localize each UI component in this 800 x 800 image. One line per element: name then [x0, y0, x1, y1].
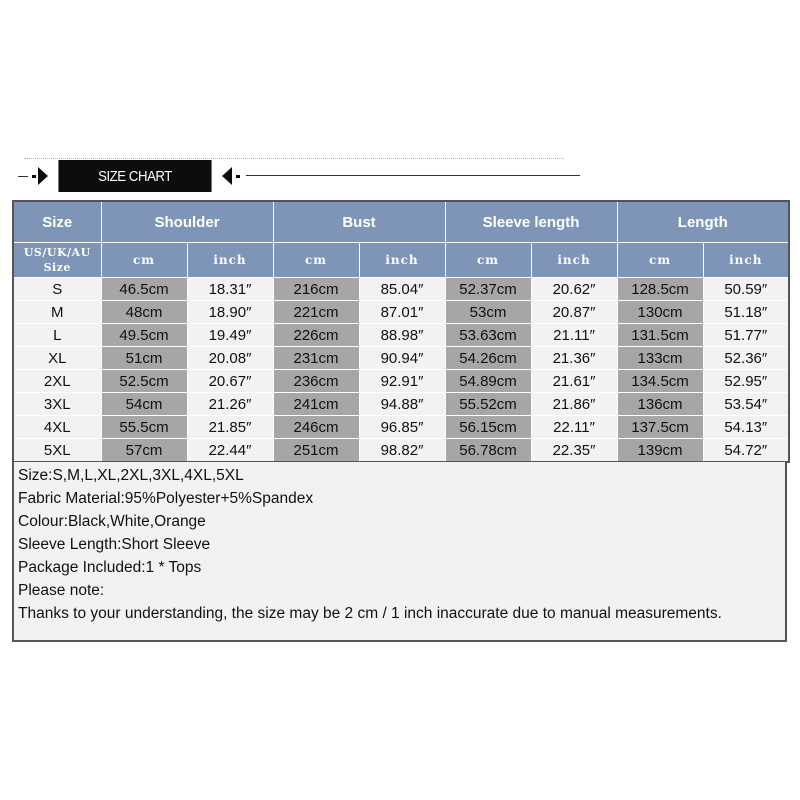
- measurement-cell: 53cm: [445, 301, 531, 324]
- table-row: [13, 324, 789, 347]
- unit-label: inch: [359, 243, 445, 278]
- unit-label: cm: [445, 243, 531, 278]
- measurement-cell: 134.5cm: [617, 370, 703, 393]
- measurement-cell: 128.5cm: [617, 278, 703, 301]
- measurement-cell: 52.36″: [703, 347, 789, 370]
- measurement-cell: 20.62″: [531, 278, 617, 301]
- size-cell: 4XL: [13, 416, 101, 439]
- measurement-cell: 20.67″: [187, 370, 273, 393]
- sleeve-length-header: Sleeve length: [445, 201, 617, 243]
- size-cell: XL: [13, 347, 101, 370]
- measurement-cell: 53.63cm: [445, 324, 531, 347]
- measurement-cell: 131.5cm: [617, 324, 703, 347]
- measurement-cell: 87.01″: [359, 301, 445, 324]
- measurement-cell: 51.77″: [703, 324, 789, 347]
- table-row: [13, 278, 789, 301]
- measurement-cell: 88.98″: [359, 324, 445, 347]
- length-header: Length: [617, 201, 789, 243]
- measurement-cell: 96.85″: [359, 416, 445, 439]
- left-notch-shape: [38, 167, 48, 185]
- measurement-cell: 92.91″: [359, 370, 445, 393]
- shoulder-header: Shoulder: [101, 201, 273, 243]
- right-notch-shape: [222, 167, 232, 185]
- measurement-cell: 139cm: [617, 439, 703, 463]
- measurement-cell: 231cm: [273, 347, 359, 370]
- measurement-cell: 18.31″: [187, 278, 273, 301]
- measurement-cell: 56.78cm: [445, 439, 531, 463]
- measurement-cell: 241cm: [273, 393, 359, 416]
- size-cell: M: [13, 301, 101, 324]
- measurement-cell: 18.90″: [187, 301, 273, 324]
- description-line: Fabric Material:95%Polyester+5%Spandex: [18, 490, 314, 507]
- measurement-cell: 54.89cm: [445, 370, 531, 393]
- measurement-cell: 56.15cm: [445, 416, 531, 439]
- measurement-cell: 133cm: [617, 347, 703, 370]
- measurement-cell: 21.36″: [531, 347, 617, 370]
- measurement-cell: 130cm: [617, 301, 703, 324]
- measurement-cell: 90.94″: [359, 347, 445, 370]
- group-header-row: [13, 201, 789, 243]
- unit-label: cm: [101, 243, 187, 278]
- description-line: Package Included:1 * Tops: [18, 559, 202, 576]
- measurement-cell: 136cm: [617, 393, 703, 416]
- size-cell: S: [13, 278, 101, 301]
- unit-label: cm: [617, 243, 703, 278]
- table-row: [13, 393, 789, 416]
- unit-header-row: [13, 243, 789, 278]
- size-unit-label: US/UK/AU Size: [13, 243, 101, 278]
- measurement-cell: 54.13″: [703, 416, 789, 439]
- measurement-cell: 22.11″: [531, 416, 617, 439]
- measurement-cell: 137.5cm: [617, 416, 703, 439]
- description-line: Colour:Black,White,Orange: [18, 513, 206, 530]
- measurement-cell: 46.5cm: [101, 278, 187, 301]
- size-chart-title: SIZE CHART: [58, 160, 211, 192]
- measurement-cell: 21.11″: [531, 324, 617, 347]
- measurement-cell: 51cm: [101, 347, 187, 370]
- measurement-cell: 85.04″: [359, 278, 445, 301]
- measurement-cell: 54cm: [101, 393, 187, 416]
- product-description: [12, 461, 787, 642]
- table-row: [13, 416, 789, 439]
- size-cell: 2XL: [13, 370, 101, 393]
- measurement-cell: 52.95″: [703, 370, 789, 393]
- measurement-cell: 22.35″: [531, 439, 617, 463]
- measurement-cell: 55.5cm: [101, 416, 187, 439]
- right-bar-mark: [236, 175, 240, 178]
- measurement-cell: 216cm: [273, 278, 359, 301]
- dotted-divider: [24, 158, 564, 159]
- measurement-cell: 221cm: [273, 301, 359, 324]
- measurement-cell: 21.85″: [187, 416, 273, 439]
- size-chart-banner: [0, 150, 800, 200]
- left-bar-mark: [32, 175, 36, 178]
- measurement-cell: 251cm: [273, 439, 359, 463]
- measurement-cell: 98.82″: [359, 439, 445, 463]
- measurement-cell: 57cm: [101, 439, 187, 463]
- measurement-cell: 48cm: [101, 301, 187, 324]
- bust-header: Bust: [273, 201, 445, 243]
- measurement-cell: 21.86″: [531, 393, 617, 416]
- table-row: [13, 301, 789, 324]
- unit-label: inch: [531, 243, 617, 278]
- unit-label: inch: [187, 243, 273, 278]
- description-line: Thanks to your understanding, the size may be 2 cm / 1 inch inaccurate due to manual measurements.: [18, 605, 722, 622]
- measurement-cell: 52.37cm: [445, 278, 531, 301]
- size-cell: 5XL: [13, 439, 101, 463]
- size-column-header: Size: [13, 201, 101, 243]
- measurement-cell: 54.26cm: [445, 347, 531, 370]
- measurement-cell: 94.88″: [359, 393, 445, 416]
- table-row: [13, 347, 789, 370]
- table-row: [13, 370, 789, 393]
- unit-label: inch: [703, 243, 789, 278]
- right-rule: [246, 175, 580, 176]
- description-line: Size:S,M,L,XL,2XL,3XL,4XL,5XL: [18, 467, 244, 484]
- measurement-cell: 22.44″: [187, 439, 273, 463]
- measurement-cell: 49.5cm: [101, 324, 187, 347]
- measurement-cell: 52.5cm: [101, 370, 187, 393]
- measurement-cell: 236cm: [273, 370, 359, 393]
- table-row: [13, 439, 789, 463]
- description-line: Sleeve Length:Short Sleeve: [18, 536, 211, 553]
- measurement-cell: 226cm: [273, 324, 359, 347]
- size-table: [12, 200, 790, 463]
- measurement-cell: 50.59″: [703, 278, 789, 301]
- size-cell: 3XL: [13, 393, 101, 416]
- description-line: Please note:: [18, 582, 105, 599]
- measurement-cell: 55.52cm: [445, 393, 531, 416]
- measurement-cell: 51.18″: [703, 301, 789, 324]
- unit-label: cm: [273, 243, 359, 278]
- measurement-cell: 21.26″: [187, 393, 273, 416]
- measurement-cell: 54.72″: [703, 439, 789, 463]
- measurement-cell: 20.87″: [531, 301, 617, 324]
- measurement-cell: 19.49″: [187, 324, 273, 347]
- size-cell: L: [13, 324, 101, 347]
- measurement-cell: 21.61″: [531, 370, 617, 393]
- measurement-cell: 246cm: [273, 416, 359, 439]
- measurement-cell: 53.54″: [703, 393, 789, 416]
- left-dash: [18, 176, 28, 177]
- measurement-cell: 20.08″: [187, 347, 273, 370]
- size-table-body: [13, 278, 789, 463]
